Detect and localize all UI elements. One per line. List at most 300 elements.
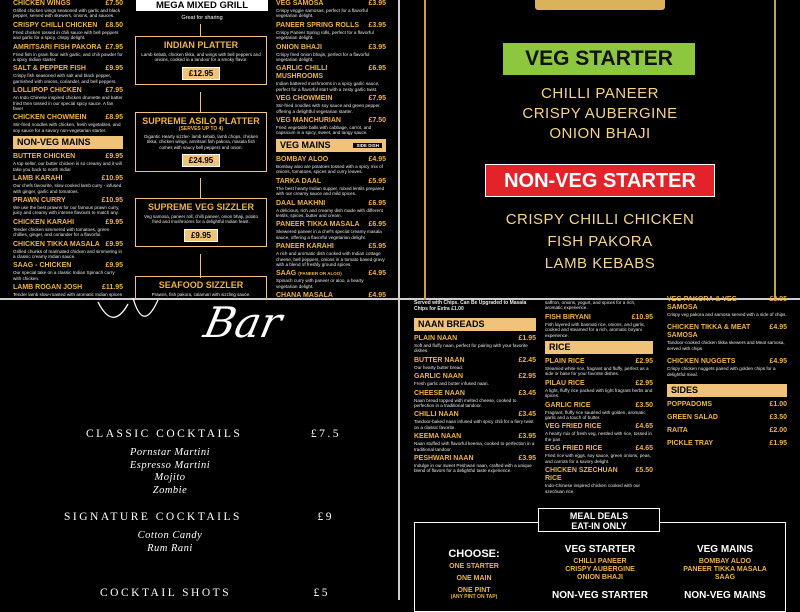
script-flourish bbox=[88, 292, 178, 332]
item-name: TARKA DAAL bbox=[276, 177, 322, 185]
signature-cocktails-heading: SIGNATURE COCKTAILS bbox=[64, 511, 242, 523]
platter-serves: (SERVES UP TO 4) bbox=[178, 126, 224, 132]
menu-item bbox=[13, 219, 123, 238]
item-name-row bbox=[545, 445, 653, 453]
connector-line bbox=[200, 178, 201, 198]
item-name-row bbox=[13, 175, 123, 183]
item-name: BUTTER NAAN bbox=[414, 356, 465, 364]
item-name-row bbox=[414, 455, 536, 463]
mega-grill-header: MEGA MIXED GRILL bbox=[136, 0, 268, 11]
nonveg-starter-banner: NON-VEG STARTER bbox=[485, 164, 715, 197]
item-desc: Grilled chunks of marinated chicken and simmering in a classic creamy Indian sauce. bbox=[13, 248, 123, 259]
sides-heading bbox=[667, 384, 787, 397]
item-price: £2.95 bbox=[518, 373, 536, 381]
item-name-row bbox=[667, 440, 787, 448]
item-price: £3.95 bbox=[368, 21, 386, 29]
item-price: £2.00 bbox=[769, 427, 787, 435]
item-name: CHICKEN CHOWMEIN bbox=[13, 114, 87, 122]
supreme-veg-sizzler-card bbox=[135, 198, 267, 247]
item-name-row bbox=[276, 178, 386, 186]
item-name: VEG SAMOSA bbox=[276, 0, 324, 7]
menu-item bbox=[667, 440, 787, 448]
gold-tab bbox=[535, 0, 665, 10]
item-name-row bbox=[276, 243, 386, 251]
kids-sides-column bbox=[667, 296, 787, 453]
item-price: £3.45 bbox=[518, 389, 536, 397]
item-price: £2.45 bbox=[518, 356, 536, 364]
item-name: CHICKEN NUGGETS bbox=[667, 358, 736, 366]
item-name: LOLLIPOP CHICKEN bbox=[13, 87, 82, 95]
menu-item bbox=[414, 390, 536, 409]
menu-item bbox=[13, 262, 123, 281]
item-name-row bbox=[13, 241, 123, 249]
item-name: CRISPY CHILLI CHICKEN bbox=[13, 21, 98, 29]
menu-item bbox=[276, 65, 386, 92]
item-name-row bbox=[276, 22, 386, 30]
item-desc: A hearty mix of fresh veg, nestled with rice, tossed in the pan. bbox=[545, 431, 652, 442]
naan-heading bbox=[414, 318, 536, 331]
item-desc: Naan stuffed with flavorful keema, cooked to perfection in a traditional tandoor. bbox=[414, 441, 535, 452]
platter-desc: Gigantic Hearty sizzler- lamb kebab, lamb chops, chicken tikka, chicken wings, amritsari fish pakora, masala fish comes with saucy bell peppers and onion. bbox=[143, 134, 259, 150]
item-price: £1.00 bbox=[769, 401, 787, 409]
platter-desc: Veg samosa, paneer roll, chilli paneer, onion bhaji, potato fried and mushrooms for a delightful Indian feast. bbox=[143, 214, 259, 225]
item-name: PANEER SPRING ROLLS bbox=[276, 21, 360, 29]
meal-item: BOMBAY ALOO bbox=[698, 558, 752, 565]
item-desc: A top seller, our butter chicken is so creamy and it will take you back to north India! bbox=[13, 161, 122, 172]
starter-item: CHILLI PANEER bbox=[541, 85, 659, 102]
cocktail-shots-row bbox=[100, 587, 330, 599]
signature-cocktails-list bbox=[70, 530, 270, 555]
item-price: £7.50 bbox=[368, 117, 386, 125]
item-name-row bbox=[13, 262, 123, 270]
menu-item bbox=[13, 114, 123, 133]
item-name-row bbox=[414, 433, 536, 441]
main-menu-panel bbox=[0, 0, 398, 298]
item-name: CHICKEN SZECHUAN RICE bbox=[545, 467, 618, 483]
item-name: FISH BIRYANI bbox=[545, 313, 591, 321]
section-heading-label: NON-VEG MAINS bbox=[17, 137, 91, 148]
cocktail-shots-price: £5 bbox=[313, 587, 330, 599]
rice-heading bbox=[545, 341, 653, 354]
item-desc: Our chefs favourite, slow cooked lamb curry - infused with ginger, garlic and tomatoes. bbox=[13, 183, 122, 194]
item-price: £10.95 bbox=[631, 313, 653, 321]
item-price: £6.95 bbox=[368, 199, 386, 207]
menu-item bbox=[276, 156, 386, 175]
classic-cocktails-price: £7.5 bbox=[310, 428, 341, 440]
menu-item bbox=[276, 44, 386, 63]
item-name-row bbox=[276, 117, 386, 125]
signature-cocktails-price: £9 bbox=[317, 511, 334, 523]
item-name-row bbox=[276, 95, 386, 103]
menu-item bbox=[545, 445, 653, 464]
signature-cocktails-row bbox=[64, 511, 334, 523]
item-desc: A delicious, rich and creamy dish made with different lentils, spices, butter and cream. bbox=[276, 207, 383, 218]
naan-column bbox=[414, 300, 536, 477]
item-name: ONION BHAJI bbox=[276, 43, 322, 51]
section-heading bbox=[276, 139, 386, 152]
item-price: £9.95 bbox=[105, 218, 123, 226]
item-price: £5.95 bbox=[368, 177, 386, 185]
item-desc: Our hearty butter bread. bbox=[414, 364, 464, 370]
item-desc: Tender lamb slow-roasted with aromatic Indian spices bbox=[13, 292, 123, 298]
meal-deals-subtitle: EAT-IN ONLY bbox=[571, 521, 627, 531]
platter-title: SEAFOOD SIZZLER bbox=[158, 280, 244, 290]
meal-veg-starter-heading: VEG STARTER bbox=[564, 544, 636, 555]
item-desc: Crispy fried onion bhajis, perfect for a flavorful vegetarian delight. bbox=[276, 51, 370, 63]
menu-item bbox=[276, 95, 386, 114]
choose-item: ONE MAIN bbox=[456, 575, 492, 582]
starters-column bbox=[13, 0, 123, 306]
sides-menu-panel bbox=[400, 296, 800, 601]
item-name: PILAU RICE bbox=[545, 379, 585, 387]
menu-item bbox=[276, 0, 386, 19]
item-price: £3.50 bbox=[635, 401, 653, 409]
supreme-asilo-platter-card bbox=[135, 112, 267, 172]
section-heading bbox=[13, 136, 123, 149]
connector-line bbox=[200, 92, 201, 112]
item-price: £3.95 bbox=[518, 433, 536, 441]
item-desc: Fresh garlic and butter infused naan. bbox=[414, 381, 489, 387]
meal-veg-mains-column bbox=[670, 544, 780, 604]
item-desc: Indo-Chinese inspired chicken cooked with our szechuan rice. bbox=[545, 483, 640, 494]
item-desc: Spinach curry with paneer or aloo, a hearty vegetarian delight. bbox=[276, 278, 364, 289]
item-price: £5.50 bbox=[635, 467, 653, 475]
item-desc: We use the best prawns for our famous prawn curry, juicy and creamy with intense flavours to match any. bbox=[13, 204, 120, 216]
item-name-row bbox=[545, 423, 653, 431]
menu-item bbox=[276, 200, 386, 219]
menu-item bbox=[13, 153, 123, 172]
cocktail-item: Mojito bbox=[154, 472, 186, 483]
item-desc: Crispy veggie samosas, perfect for a flavorful vegetarian delight. bbox=[276, 8, 368, 19]
item-name-row bbox=[13, 44, 123, 52]
item-name: KEEMA NAAN bbox=[414, 433, 462, 441]
item-name-row bbox=[276, 44, 386, 52]
item-name: CHICKEN KARAHI bbox=[13, 218, 75, 226]
item-price: £9.95 bbox=[105, 240, 123, 248]
item-desc: Fried vegetable balls with cabbage, carrot, and capsicum in a spicy, sweet, and tangy sauce. bbox=[276, 125, 372, 136]
item-price: £3.45 bbox=[518, 411, 536, 419]
item-desc: A light, fluffy rice packed with light fragrant herbs and spices. bbox=[545, 387, 653, 399]
item-price: £6.95 bbox=[368, 221, 386, 229]
item-name-row bbox=[13, 87, 123, 95]
menu-item bbox=[414, 373, 536, 386]
item-name: AMRITSARI FISH PAKORA bbox=[13, 43, 102, 51]
item-desc: Stir-fried noodles with chicken, fresh vegetables, and soy sauce for a savory non-vegetarian starter. bbox=[13, 122, 121, 133]
item-price: £8.50 bbox=[105, 21, 123, 29]
menu-item bbox=[545, 380, 653, 399]
item-name-row bbox=[276, 292, 386, 300]
meal-item: CHILLI PANEER bbox=[573, 558, 627, 565]
item-name: VEG CHOWMEIN bbox=[276, 95, 333, 103]
menu-item bbox=[13, 241, 123, 260]
menu-item bbox=[667, 401, 787, 409]
naan-heading-label: NAAN BREADS bbox=[418, 319, 485, 329]
item-name-row bbox=[667, 324, 787, 340]
item-price: £1.95 bbox=[518, 335, 536, 342]
starter-item: CRISPY CHILLI CHICKEN bbox=[505, 211, 695, 228]
meal-deals-title: MEAL DEALS bbox=[569, 511, 629, 521]
item-desc: Fragrant, fluffy rice sautéed with golden, aromatic garlic and a touch of butter. bbox=[545, 409, 646, 421]
item-desc: Naan bread topped with melted cheese, cooked to perfection in a traditional tandoor. bbox=[414, 397, 517, 409]
classic-cocktails-list bbox=[70, 447, 270, 497]
combo-list bbox=[667, 296, 787, 377]
menu-item bbox=[667, 427, 787, 435]
chips-note: Served with Chips. Can Be Upgraded to Masala Chips for Extra £1.00 bbox=[414, 300, 527, 312]
item-name-row bbox=[13, 0, 123, 8]
item-name: PLAIN RICE bbox=[545, 358, 585, 366]
menu-item bbox=[545, 358, 653, 377]
section-heading-label: VEG MAINS bbox=[280, 139, 331, 150]
item-name-row bbox=[13, 114, 123, 122]
item-name: PLAIN NAAN bbox=[414, 335, 458, 342]
item-name: LAMB ROGAN JOSH bbox=[13, 284, 83, 292]
item-desc: Fish layered with basmati rice, onions, and garlic, cooked and steamed for a rich, aromatic biryani experience. bbox=[545, 321, 646, 338]
menu-item bbox=[13, 175, 123, 194]
item-name-row bbox=[13, 65, 123, 73]
item-name-row bbox=[667, 296, 787, 312]
cocktail-shots-heading: COCKTAIL SHOTS bbox=[100, 587, 232, 599]
item-price: £8.95 bbox=[105, 114, 123, 122]
item-name: BOMBAY ALOO bbox=[276, 155, 329, 163]
platter-price: £24.95 bbox=[182, 154, 220, 167]
item-name: EGG FRIED RICE bbox=[545, 445, 603, 453]
item-name: RAITA bbox=[667, 427, 688, 435]
item-name: SALT & PEPPER FISH bbox=[13, 65, 86, 73]
item-name: CHICKEN TIKKA & MEAT SAMOSA bbox=[667, 324, 751, 340]
meal-veg-starter-column bbox=[550, 544, 650, 604]
item-desc: Tandoor-baked naan infused with spicy chili for a fiery twist on a classic favorite. bbox=[414, 419, 534, 430]
veg-starter-list bbox=[400, 84, 800, 144]
item-price: £7.95 bbox=[368, 95, 386, 103]
item-price: £3.50 bbox=[769, 414, 787, 422]
item-name-row bbox=[414, 390, 536, 398]
item-desc: Soft and fluffy naan, perfect for pairing with your favorite dishes. bbox=[414, 343, 528, 354]
item-desc: The best hearty Indian supper, mixed lentils prepared with our creamy sauce and mild spices. bbox=[276, 185, 385, 197]
item-name: SAAG - CHICKEN bbox=[13, 262, 72, 270]
item-name: CHICKEN TIKKA MASALA bbox=[13, 240, 100, 248]
item-price: £11.95 bbox=[101, 284, 123, 292]
starter-item: LAMB KEBABS bbox=[544, 255, 656, 272]
item-price: £3.95 bbox=[518, 455, 536, 463]
item-name-row bbox=[414, 357, 536, 365]
item-name: VEG MANCHURIAN bbox=[276, 117, 341, 125]
item-price: £9.95 bbox=[105, 153, 123, 161]
item-name-row bbox=[13, 22, 123, 30]
item-name: LAMB KARAHI bbox=[13, 175, 63, 183]
menu-item bbox=[414, 335, 536, 354]
item-desc: Fried rice with eggs, soy sauce, green onions, peas, and carrots for a savory delight. bbox=[545, 453, 651, 464]
item-name: CHANA MASALA bbox=[276, 292, 333, 300]
item-name-row bbox=[414, 373, 536, 381]
sides-heading-label: SIDES bbox=[671, 385, 699, 396]
item-price: £10.95 bbox=[101, 175, 123, 183]
menu-item bbox=[667, 414, 787, 422]
item-name: GREEN SALAD bbox=[667, 414, 718, 422]
starter-item: CRISPY AUBERGINE bbox=[522, 105, 678, 122]
item-name-row bbox=[276, 65, 386, 81]
item-price: £3.95 bbox=[368, 0, 386, 7]
item-desc: Crispy Paneer Spring rolls, perfect for a flavorful vegetarian delight. bbox=[276, 29, 374, 41]
item-price: £3.95 bbox=[769, 296, 787, 303]
classic-cocktails-row bbox=[86, 428, 341, 440]
item-name-row bbox=[414, 335, 536, 343]
item-name: DAAL MAKHNI bbox=[276, 199, 326, 207]
menu-item bbox=[414, 433, 536, 452]
item-desc: Tandoor-cooked chicken tikka skewers and Meat samosa, served with chips. bbox=[667, 340, 785, 351]
item-desc: Fried chicken tossed in chili sauce with bell peppers and garlic for a spicy, crispy delight. bbox=[13, 29, 119, 41]
item-name: PICKLE TRAY bbox=[667, 440, 714, 448]
veg-column bbox=[276, 0, 386, 314]
item-name-row bbox=[667, 427, 787, 435]
meal-item: ONION BHAJI bbox=[577, 574, 623, 581]
item-name: VEG PAKORA & VEG SAMOSA bbox=[667, 296, 738, 311]
item-price: £4.95 bbox=[368, 292, 386, 300]
item-price: £6.95 bbox=[368, 65, 386, 73]
item-desc: Crispy chicken nuggets paired with golden chips for a delightful meal. bbox=[667, 366, 776, 377]
item-name: CHEESE NAAN bbox=[414, 389, 465, 397]
choose-item-note: (ANY PINT ON TAP) bbox=[450, 594, 498, 600]
item-name: CHILLI NAAN bbox=[414, 411, 459, 419]
platter-title: SUPREME VEG SIZZLER bbox=[147, 202, 254, 212]
item-price: £5.95 bbox=[368, 243, 386, 251]
menu-item bbox=[13, 0, 123, 19]
item-price: £4.95 bbox=[368, 155, 386, 163]
menu-item bbox=[13, 197, 123, 216]
item-name-row bbox=[276, 270, 386, 278]
menu-item bbox=[667, 358, 787, 377]
veg-starter-banner: VEG STARTER bbox=[503, 43, 695, 75]
item-price: £9.95 bbox=[105, 262, 123, 270]
item-price: £3.95 bbox=[368, 43, 386, 51]
menu-item bbox=[545, 423, 653, 442]
choose-item: ONE PINT bbox=[457, 587, 491, 594]
item-desc: Crispy veg pakora and samosa served with a side of chips. bbox=[667, 312, 787, 317]
menu-item bbox=[414, 411, 536, 430]
item-desc: Our special take on a classic Indian Spinach curry with chicken. bbox=[13, 270, 115, 281]
meal-nonveg-mains-heading: NON-VEG MAINS bbox=[684, 590, 766, 601]
item-price: £7.95 bbox=[105, 87, 123, 95]
menu-item bbox=[545, 467, 653, 494]
cocktail-item: Pornstar Martini bbox=[129, 447, 211, 458]
menu-item bbox=[667, 324, 787, 351]
cocktail-item: Espresso Martini bbox=[129, 459, 211, 471]
item-price: £4.65 bbox=[635, 445, 653, 453]
item-desc: Bombay aloo are potatoes tossed with a spicy mix of onions, tomatoes, spices and curry leaves. bbox=[276, 163, 383, 175]
rice-column bbox=[545, 300, 653, 497]
item-name-row bbox=[545, 402, 653, 410]
item-name-row bbox=[276, 200, 386, 208]
item-desc: Tender chicken simmered with tomatoes, green chillies, ginger, and coriander for a flavorful. bbox=[13, 226, 110, 238]
item-name-row bbox=[667, 358, 787, 366]
bar-script-title: Bar bbox=[199, 298, 287, 347]
item-name: GARLIC NAAN bbox=[414, 373, 463, 381]
choose-item: ONE STARTER bbox=[449, 563, 499, 570]
item-price: £2.95 bbox=[635, 379, 653, 387]
item-price: £4.95 bbox=[769, 324, 787, 332]
connector-line bbox=[200, 24, 201, 36]
item-price: £10.95 bbox=[101, 196, 123, 204]
item-name-row bbox=[13, 219, 123, 227]
sides-list bbox=[667, 401, 787, 448]
menu-item bbox=[545, 402, 653, 421]
menu-item bbox=[276, 243, 386, 267]
item-desc: Indian battered mushrooms in a spicy garlic sauce, perfect for a flavorful start with a zesty garlic twist. bbox=[276, 81, 380, 92]
mega-grill-subtitle: Great for sharing bbox=[181, 15, 223, 21]
cocktail-item: Zombie bbox=[152, 484, 188, 496]
platter-price: £9.95 bbox=[184, 229, 218, 242]
item-name-row bbox=[276, 221, 386, 229]
starter-menu-panel bbox=[400, 0, 800, 298]
platter-desc: Lamb kebab, chicken tikka, and wings with bell peppers and onions, cooked in a tandoor for a smoky flavor. bbox=[141, 52, 261, 63]
item-name-row bbox=[667, 401, 787, 409]
menu-item bbox=[276, 270, 386, 289]
item-price: £4.95 bbox=[769, 358, 787, 366]
menu-item bbox=[13, 44, 123, 63]
item-name: SAAG bbox=[276, 270, 297, 278]
side-dish-tag: SIDE DISH bbox=[353, 143, 382, 148]
item-name-row bbox=[276, 0, 386, 8]
item-note: (PANEER OR ALOO) bbox=[298, 271, 342, 277]
item-name-row bbox=[414, 411, 536, 419]
item-desc: Steamed white rice, fragrant and fluffy, perfect as a side or base for your favorite dishes. bbox=[545, 366, 649, 377]
item-desc: Skewered paneer in a chef's special creamy masala sauce, offering a flavorful vegetarian delight. bbox=[276, 229, 382, 240]
item-desc: Grilled chicken wings seasoned with garlic and black pepper, served with skewers, onions, and sauces. bbox=[13, 8, 120, 19]
item-name-row bbox=[545, 380, 653, 388]
platter-title: SUPREME ASILO PLATTER bbox=[142, 116, 260, 126]
menu-item bbox=[276, 221, 386, 240]
item-desc: A rich and aromatic dish cooked with Indian cottage cheese, bell peppers, onions in a tomato based gravy with a blend of freshly ground spices. bbox=[276, 251, 385, 267]
classic-cocktails-heading: CLASSIC COCKTAILS bbox=[86, 428, 243, 440]
indian-platter-card bbox=[135, 36, 267, 85]
platter-title: INDIAN PLATTER bbox=[163, 40, 239, 50]
meal-deals-title-box bbox=[538, 508, 660, 532]
menu-item bbox=[276, 117, 386, 136]
menu-item bbox=[276, 178, 386, 197]
nonveg-starter-list bbox=[400, 209, 800, 275]
item-name: PANEER KARAHI bbox=[276, 243, 334, 251]
rice-heading-label: RICE bbox=[549, 342, 571, 353]
item-price: £9.95 bbox=[105, 65, 123, 73]
item-price: £2.95 bbox=[635, 358, 653, 366]
meal-choose-column bbox=[428, 548, 520, 600]
item-price: £4.65 bbox=[635, 423, 653, 431]
menu-item bbox=[414, 455, 536, 474]
biryani-desc: saffron, onions, yogurt, and spices for a rich, aromatic experience. bbox=[545, 300, 636, 311]
item-price: £4.95 bbox=[368, 270, 386, 278]
item-name: BUTTER CHICKEN bbox=[13, 153, 76, 161]
cocktail-item: Cotton Candy bbox=[137, 530, 203, 541]
platter-price: £12.95 bbox=[182, 67, 220, 80]
meal-nonveg-starter-heading: NON-VEG STARTER bbox=[552, 590, 648, 601]
item-price: £1.95 bbox=[769, 440, 787, 448]
naan-list bbox=[414, 335, 536, 474]
item-name: GARLIC CHILLI MUSHROOMS bbox=[276, 65, 328, 81]
menu-item bbox=[276, 22, 386, 41]
item-price: £7.50 bbox=[105, 0, 123, 7]
meal-item: SAAG bbox=[714, 574, 736, 581]
item-name: GARLIC RICE bbox=[545, 401, 591, 409]
item-name-row bbox=[13, 153, 123, 161]
item-name-row bbox=[13, 197, 123, 205]
starter-item: ONION BHAJI bbox=[549, 125, 651, 142]
item-desc: An Indo Chinese inspired chicken drumette and batter fried then tossed in our special spicy sauce. A fan fave! bbox=[13, 95, 123, 112]
item-name: PESHWARI NAAN bbox=[414, 455, 474, 463]
starter-item: FISH PAKORA bbox=[547, 233, 653, 250]
item-price: £7.95 bbox=[105, 43, 123, 51]
connector-line bbox=[200, 254, 201, 278]
item-name-row bbox=[667, 414, 787, 422]
menu-item bbox=[13, 65, 123, 84]
